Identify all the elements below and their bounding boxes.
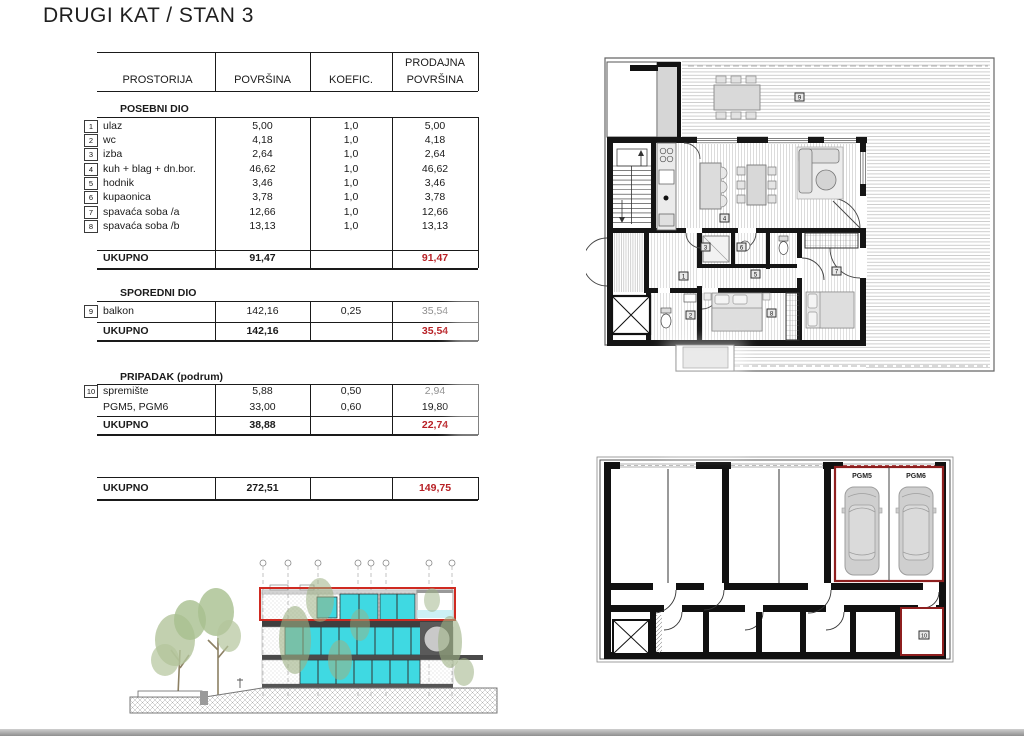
table-line	[97, 499, 478, 501]
room-area: 13,13	[249, 220, 276, 232]
wall	[722, 469, 729, 583]
table-line	[97, 91, 478, 92]
storage-walls	[650, 612, 901, 659]
room-coef: 0,60	[340, 401, 362, 413]
balcony-protrusion	[676, 345, 734, 371]
room-area: 142,16	[246, 305, 279, 317]
row-number: 7	[84, 206, 98, 219]
car-pgm5	[842, 487, 882, 575]
room-sale: 2,94	[424, 385, 446, 397]
row-number: 8	[84, 220, 98, 233]
label-hallway: 5	[753, 272, 758, 279]
table-row	[84, 206, 478, 219]
wardrobe	[786, 293, 799, 340]
row-number: 6	[84, 191, 98, 204]
room-coef: 0,25	[340, 305, 362, 317]
room-coef: 1,0	[343, 134, 359, 146]
room-area: 3,46	[252, 177, 273, 189]
total-row	[84, 252, 478, 265]
corridor-walls	[611, 583, 946, 612]
total-row	[84, 325, 478, 338]
elevator	[612, 296, 650, 334]
table-row	[84, 134, 478, 147]
room-sale: 12,66	[421, 206, 449, 218]
window-bottom-bar	[0, 729, 1024, 736]
row-number: 2	[84, 134, 98, 147]
room-area: 2,64	[252, 148, 273, 160]
table-row	[84, 401, 478, 414]
row-number	[84, 401, 96, 412]
room-area: 5,00	[252, 120, 273, 132]
col-header-room: PROSTORIJA	[122, 74, 193, 86]
table-row	[84, 305, 478, 318]
col-header-sale-1: PRODAJNA	[405, 57, 465, 69]
total-label: UKUPNO	[103, 419, 149, 431]
table-row	[84, 385, 478, 398]
row-number: 5	[84, 177, 98, 190]
table-line	[97, 250, 478, 251]
shaft-hatch	[656, 615, 662, 653]
room-coef: 1,0	[343, 163, 359, 175]
stall-label-pgm6: PGM6	[906, 473, 926, 480]
wall	[677, 62, 681, 137]
label-bedroom-a: 8	[769, 311, 774, 318]
kitchen-counter	[657, 143, 676, 230]
table-row	[84, 220, 478, 233]
table-row	[84, 177, 478, 190]
room-area: 46,62	[249, 163, 276, 175]
room-coef: 1,0	[343, 148, 359, 160]
terrace-right	[866, 137, 990, 368]
total-area: 142,16	[246, 325, 279, 337]
row-number: 4	[84, 163, 98, 176]
label-entry: 1	[681, 274, 686, 281]
table-line	[97, 477, 478, 478]
room-coef: 1,0	[343, 120, 359, 132]
room-name: PGM5, PGM6	[103, 401, 169, 413]
terrace-bottom	[734, 345, 866, 367]
garage-plan-drawing	[593, 453, 1017, 665]
room-area: 5,88	[252, 385, 273, 397]
total-sale: 35,54	[421, 325, 449, 337]
grand-total-row	[84, 482, 478, 495]
room-sale: 13,13	[421, 220, 449, 232]
room-name: spavaća soba /b	[103, 220, 180, 232]
table-row	[84, 191, 478, 204]
room-area: 12,66	[249, 206, 276, 218]
total-label: UKUPNO	[103, 252, 149, 264]
room-sale: 3,46	[424, 177, 446, 189]
room-sale: 4,18	[424, 134, 446, 146]
floor-plan-drawing	[586, 50, 1010, 470]
table-line	[97, 301, 478, 302]
grid-markers	[260, 560, 455, 566]
room-area: 3,78	[252, 191, 273, 203]
row-number: 3	[84, 148, 98, 161]
section-label: POSEBNI DIO	[120, 103, 189, 115]
room-sale: 3,78	[424, 191, 446, 203]
table-line	[97, 117, 478, 118]
table-line	[97, 340, 478, 342]
row-number: 1	[84, 120, 98, 133]
label-wc: 2	[688, 313, 693, 320]
label-bathroom: 6	[739, 245, 744, 252]
table-line	[478, 52, 479, 91]
table-line	[97, 416, 478, 417]
lobby-floor	[610, 230, 644, 292]
wall	[630, 65, 658, 71]
wall	[824, 469, 831, 583]
room-coef: 1,0	[343, 220, 359, 232]
garage-elevator	[613, 620, 649, 654]
table-row	[84, 120, 478, 133]
table-line	[478, 477, 479, 500]
label-living: 4	[722, 216, 727, 223]
table-line	[478, 301, 479, 341]
label-bedroom-b: 7	[834, 269, 839, 276]
total-sale: 91,47	[421, 252, 449, 264]
sofa-set	[797, 147, 843, 199]
table-line	[97, 322, 478, 323]
table-row	[84, 163, 478, 176]
wardrobe	[805, 233, 858, 248]
table-line	[478, 384, 479, 435]
total-area: 272,51	[246, 482, 279, 494]
row-number: 9	[84, 305, 98, 318]
label-terrace: 9	[797, 95, 802, 102]
total-label: UKUPNO	[103, 482, 149, 494]
room-name: izba	[103, 148, 123, 160]
room-sale: 46,62	[421, 163, 449, 175]
page-title: DRUGI KAT / STAN 3	[43, 4, 254, 27]
storage-room	[901, 608, 943, 655]
room-name: spremište	[103, 385, 149, 397]
total-sale: 149,75	[418, 482, 452, 494]
car-pgm6	[896, 487, 936, 575]
col-header-coef: KOEFIC.	[328, 74, 373, 86]
total-area: 91,47	[249, 252, 276, 264]
terrace-dining-set	[714, 76, 760, 119]
table-line	[97, 268, 478, 270]
table-line	[478, 117, 479, 268]
table-row	[84, 148, 478, 161]
room-area: 33,00	[249, 401, 276, 413]
row-number: 10	[84, 385, 98, 398]
room-name: hodnik	[103, 177, 134, 189]
room-coef: 0,50	[340, 385, 362, 397]
section-label: PRIPADAK (podrum)	[120, 371, 224, 383]
col-header-area: POVRŠINA	[234, 74, 291, 86]
col-header-sale-2: POVRŠINA	[406, 74, 464, 86]
elevation-drawing	[120, 548, 515, 726]
total-sale: 22,74	[421, 419, 449, 431]
room-sale: 35,54	[421, 305, 449, 317]
stall-label-pgm5: PGM5	[852, 473, 872, 480]
room-sale: 5,00	[424, 120, 446, 132]
room-coef: 1,0	[343, 191, 359, 203]
room-name: spavaća soba /a	[103, 206, 180, 218]
label-izba: 3	[703, 245, 708, 252]
room-coef: 1,0	[343, 177, 359, 189]
total-row	[84, 419, 478, 432]
room-name: balkon	[103, 305, 134, 317]
stairwell-annex	[607, 62, 657, 137]
bed-b	[806, 292, 854, 328]
room-name: ulaz	[103, 120, 123, 132]
room-name: kupaonica	[103, 191, 151, 203]
label-storage: 10	[920, 633, 928, 640]
kitchen-island	[700, 163, 727, 209]
room-sale: 19,80	[421, 401, 449, 413]
room-name: kuh + blag + dn.bor.	[103, 163, 196, 175]
shaft-column	[657, 62, 680, 137]
total-area: 38,88	[249, 419, 276, 431]
wall	[657, 62, 680, 67]
table-line	[97, 434, 478, 436]
total-label: UKUPNO	[103, 325, 149, 337]
table-line	[97, 52, 478, 53]
room-coef: 1,0	[343, 206, 359, 218]
room-name: wc	[103, 134, 116, 146]
dining-set	[737, 165, 776, 205]
room-sale: 2,64	[424, 148, 446, 160]
section-label: SPOREDNI DIO	[120, 287, 197, 299]
staircase	[612, 149, 651, 224]
bed-a	[704, 293, 770, 331]
room-area: 4,18	[252, 134, 273, 146]
